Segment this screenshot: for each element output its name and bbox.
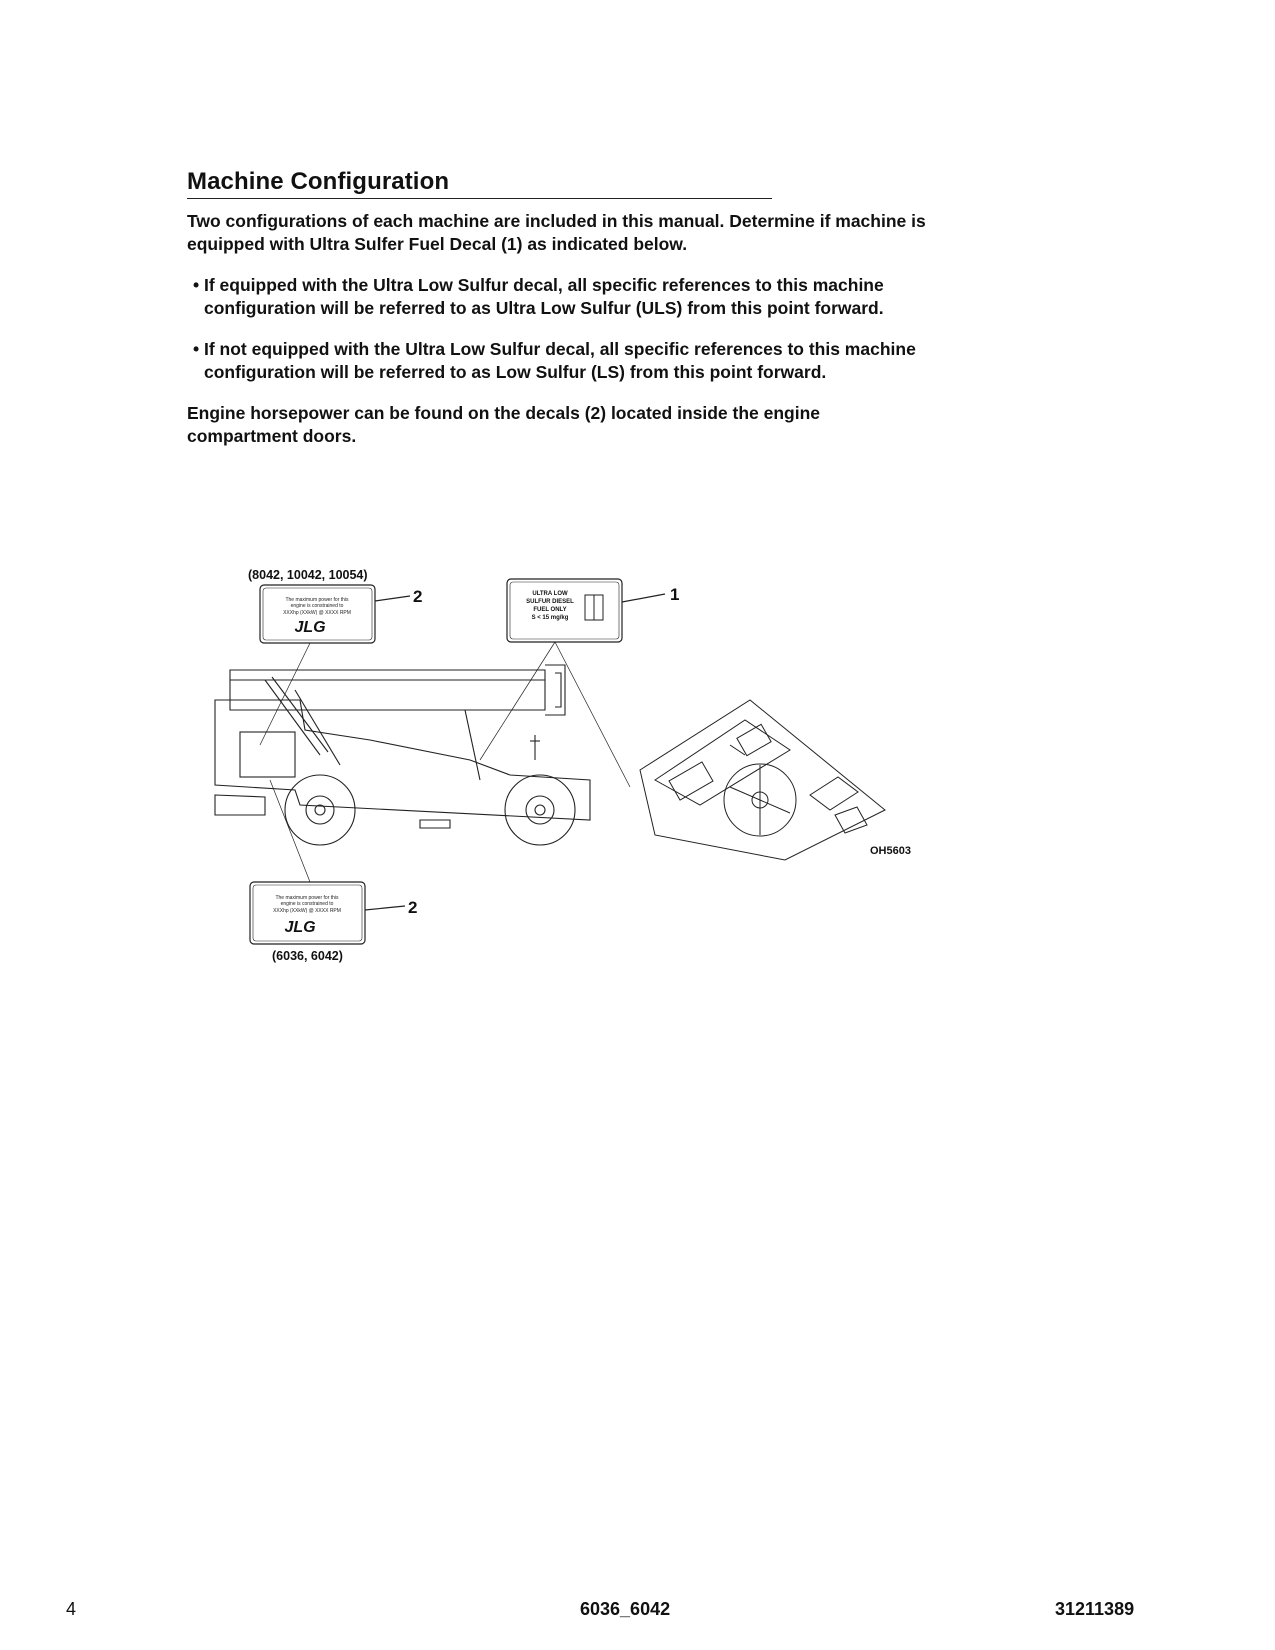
power-decal-top-line1: The maximum power for this <box>285 597 349 603</box>
telehandler-illustration <box>215 665 590 845</box>
machine-figure <box>210 565 950 1025</box>
bullet-dot: • <box>193 339 200 359</box>
bullet-item-uls <box>193 274 953 320</box>
fuel-decal-line3: FUEL ONLY <box>533 607 567 613</box>
page-title: Machine Configuration <box>187 168 450 195</box>
bullet-text: If equipped with the Ultra Low Sulfur decal, all specific references to this machine configuration will be referred to as Ultra Low Sulfur (ULS) from this point forward. <box>204 275 884 318</box>
footer-doc-number: 31211389 <box>1055 1599 1135 1619</box>
closing-paragraph: Engine horsepower can be found on the decals (2) located inside the engine compartment doors. <box>187 403 821 446</box>
section-heading <box>187 168 772 199</box>
cab-interior-illustration <box>640 700 885 860</box>
bullet-text: If not equipped with the Ultra Low Sulfur decal, all specific references to this machine configuration will be referred to as Low Sulfur (LS) from this point forward. <box>204 339 916 382</box>
fuel-decal-line4: S < 15 mg/kg <box>531 615 569 621</box>
footer-model: 6036_6042 <box>580 1599 671 1619</box>
jlg-logo-bottom: JLG <box>284 919 316 936</box>
callout-2-top: 2 <box>413 587 423 606</box>
power-decal-bottom-line2: engine is constrained to <box>280 901 334 907</box>
intro-paragraph: Two configurations of each machine are included in this manual. Determine if machine is equipped with Ultra Sulfer Fuel Decal (1) as indicated below. <box>187 211 926 254</box>
callout-1: 1 <box>670 585 680 604</box>
fuel-decal-line1: ULTRA LOW <box>532 591 568 597</box>
jlg-logo-top: JLG <box>294 619 326 636</box>
models-bottom-label: (6036, 6042) <box>272 949 343 963</box>
power-decal-top-line2: engine is constrained to <box>290 603 344 609</box>
callout-2-bottom: 2 <box>408 898 418 917</box>
power-decal-top-line3: XXXhp (XXkW) @ XXXX RPM <box>283 610 351 616</box>
page-number: 4 <box>66 1599 77 1619</box>
figure-id: OH5603 <box>870 845 911 857</box>
power-decal-bottom-line3: XXXhp (XXkW) @ XXXX RPM <box>273 908 341 914</box>
fuel-decal-line2: SULFUR DIESEL <box>526 599 574 605</box>
bullet-dot: • <box>193 275 200 295</box>
models-top-label: (8042, 10042, 10054) <box>248 568 368 582</box>
bullet-item-ls <box>193 338 983 384</box>
power-decal-bottom-line1: The maximum power for this <box>275 895 339 901</box>
